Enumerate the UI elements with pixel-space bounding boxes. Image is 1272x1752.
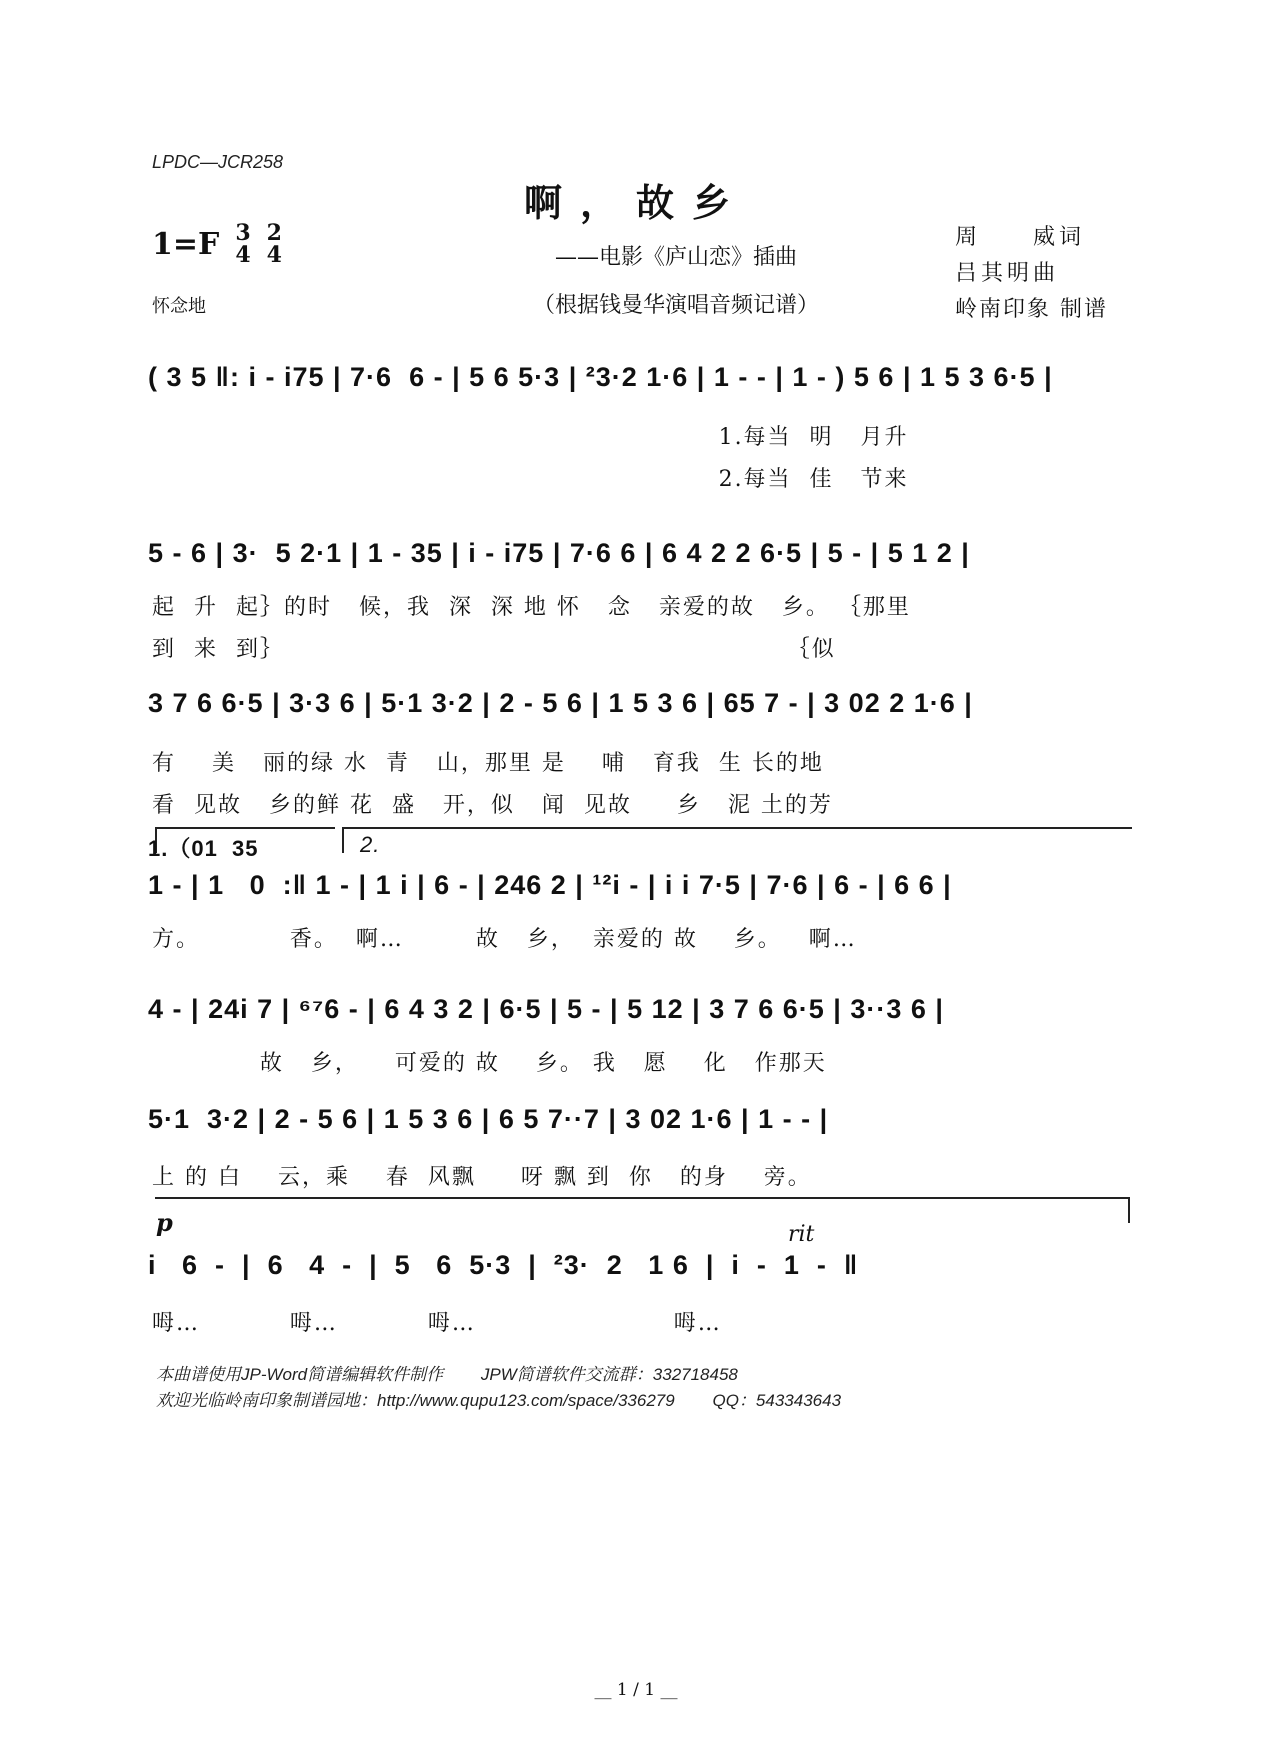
page-number: __ 1 / 1 __ xyxy=(594,1680,678,1700)
coda-bracket xyxy=(155,1197,1130,1199)
lyric-line: 看 见故 乡的鲜 花 盛 开，似 闻 见故 乡 泥 土的芳 xyxy=(152,793,833,818)
volta-1-label: 1.（01 35 xyxy=(148,836,259,861)
transcription-note: （根据钱曼华演唱音频记谱） xyxy=(532,293,819,318)
staff-system-6: 5·1 3·2 | 2 - 5 6 | 1 5 3 6 | 6 5 7··7 | 3 02 1·6 | 1 - - | xyxy=(148,1104,829,1134)
coda-bracket-edge xyxy=(1128,1197,1130,1223)
staff-system-5: 4 - | 24i 7 | ⁶⁷6 - | 6 4 3 2 | 6·5 | 5 - | 5 12 | 3 7 6 6·5 | 3··3 6 | xyxy=(148,994,944,1024)
lyric-line: 方。 香。 啊… 故 乡， 亲爱的 故 乡。 啊… xyxy=(152,927,857,952)
staff-system-1: ( 3 5 ‖: i - i75 | 7·6 6 - | 5 6 5·3 | ²3·2 1·6 | 1 - - | 1 - ) 5 6 | 1 5 3 6·5 | xyxy=(148,362,1053,392)
time-signature-2: 2 4 xyxy=(266,220,282,268)
ritardando-mark: rit xyxy=(788,1222,815,1247)
lyric-line: 有 美 丽的绿 水 青 山，那里 是 哺 育我 生 长的地 xyxy=(152,751,824,776)
lyric-line: 2.每当 佳 节来 xyxy=(152,467,909,492)
composer-credit: 吕其明曲 xyxy=(955,261,1060,286)
lyric-line: 1.每当 明 月升 xyxy=(152,425,909,450)
staff-system-4: 1 - | 1 0 :‖ 1 - | 1 i | 6 - | 246 2 | ¹²i - | i i 7·5 | 7·6 | 6 - | 6 6 | xyxy=(148,870,952,900)
transcriber-credit: 岭南印象 制谱 xyxy=(955,297,1108,322)
volta-bracket-1 xyxy=(155,827,335,829)
staff-system-3: 3 7 6 6·5 | 3·3 6 | 5·1 3·2 | 2 - 5 6 | 1 5 3 6 | 65 7 - | 3 02 2 1·6 | xyxy=(148,688,973,718)
footer-software-note: 本曲谱使用JP-Word简谱编辑软件制作 JPW简谱软件交流群：332718458 xyxy=(156,1365,738,1384)
tempo-marking: 怀念地 xyxy=(152,296,206,316)
staff-system-7: i 6 - | 6 4 - | 5 6 5·3 | ²3· 2 1 6 | i - 1 - ‖ xyxy=(148,1250,859,1280)
volta-2-label: 2. xyxy=(360,832,381,857)
score-code: LPDC—JCR258 xyxy=(152,152,284,172)
subtitle: ——电影《庐山恋》插曲 xyxy=(554,245,797,270)
dynamic-piano: p xyxy=(156,1208,173,1237)
volta-bracket-2 xyxy=(342,827,1132,829)
time-signature-1: 3 4 xyxy=(235,220,251,268)
staff-system-2: 5 - 6 | 3· 5 2·1 | 1 - 35 | i - i75 | 7·6 6 | 6 4 2 2 6·5 | 5 - | 5 1 2 | xyxy=(148,538,970,568)
lyric-line: 到 来 到｝ ｛似 xyxy=(152,637,836,662)
lyric-line: 故 乡， 可爱的 故 乡。 我 愿 化 作那天 xyxy=(152,1051,827,1076)
lyric-line: 起 升 起｝的时 候，我 深 深 地 怀 念 亲爱的故 乡。 ｛那里 xyxy=(152,595,911,620)
lyric-line: 呣… 呣… 呣… 呣… xyxy=(152,1311,722,1336)
footer-website-note: 欢迎光临岭南印象制谱园地：http://www.qupu123.com/space/336279 QQ：543343643 xyxy=(156,1391,842,1410)
lyricist-credit: 周 威词 xyxy=(955,225,1086,250)
lyric-line: 上 的 白 云，乘 春 风飘 呀 飘 到 你 的身 旁。 xyxy=(152,1165,812,1190)
key-label: 1=F xyxy=(152,226,220,262)
page-title: 啊，故乡 xyxy=(523,180,748,225)
